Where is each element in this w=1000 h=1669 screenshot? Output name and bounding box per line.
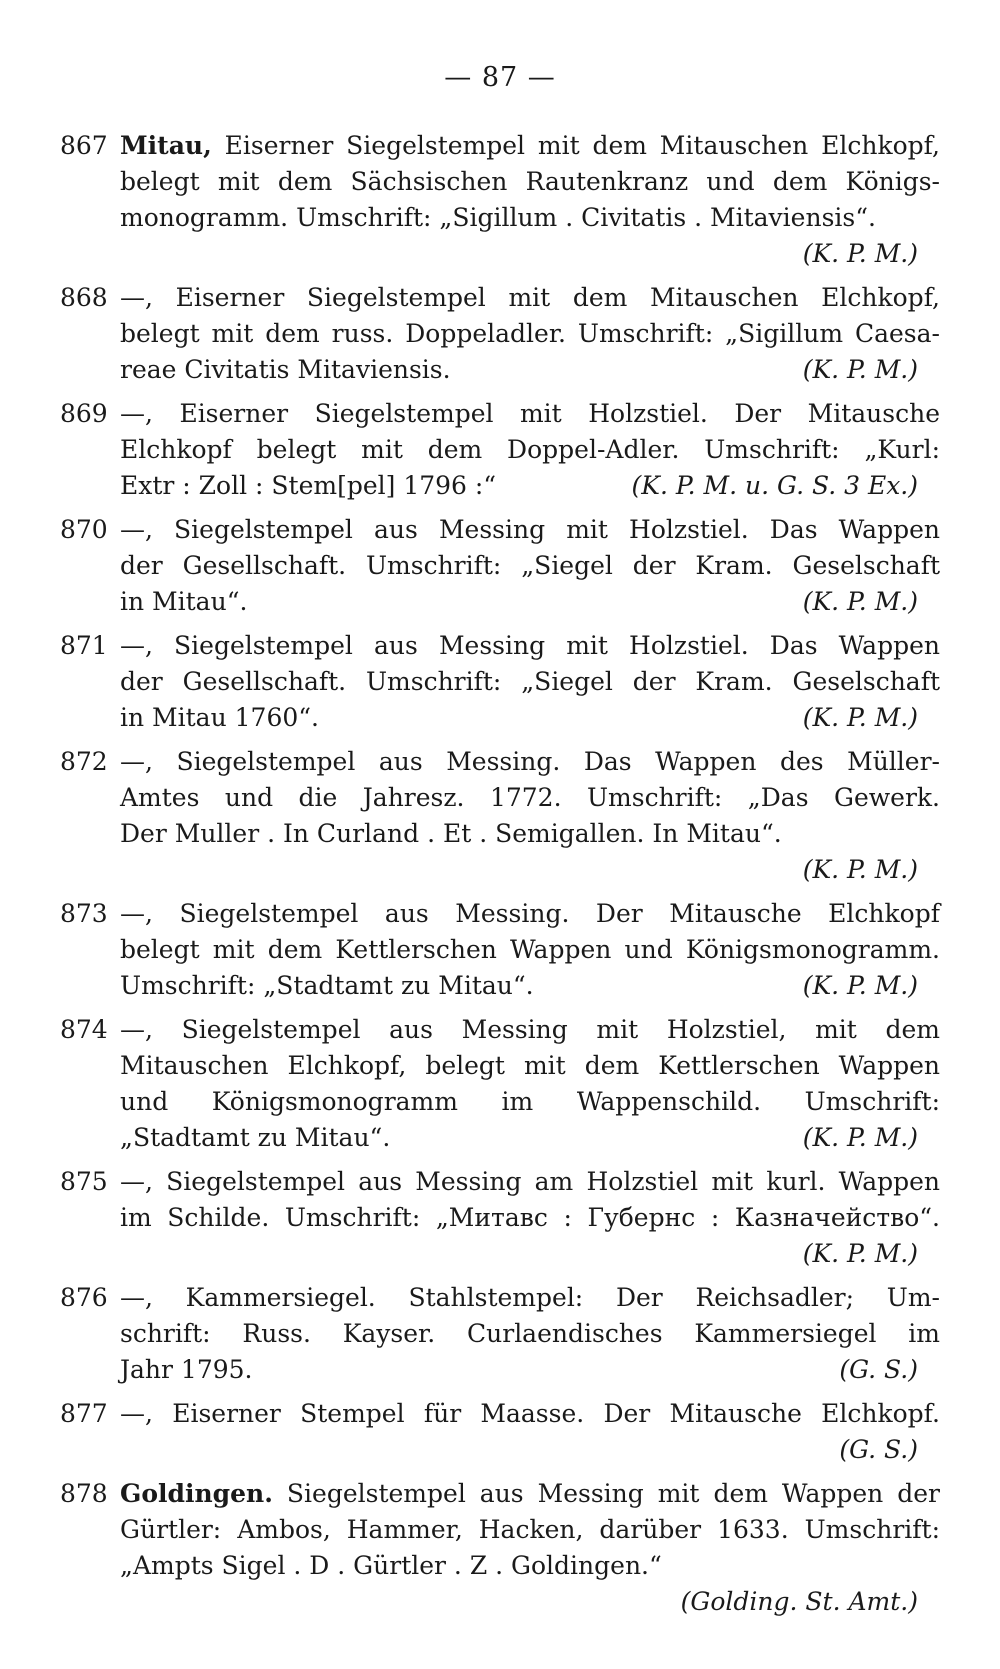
catalog-entries <box>60 128 940 1628</box>
entry-number: 871 <box>60 631 108 660</box>
entry-text: in Mitau 1760“. <box>120 703 319 732</box>
entry-number: 869 <box>60 399 108 428</box>
entry-text-line <box>60 468 940 504</box>
entry-text-line: Gürtler: Ambos, Hammer, Hacken, darüber 1633. Umschrift: <box>120 1515 940 1544</box>
catalog-entry <box>60 1012 940 1156</box>
entry-text-line: Mitauschen Elchkopf, belegt mit dem Kettlerschen Wappen <box>120 1051 940 1080</box>
entry-text-line: —, Eiserner Siegelstempel mit dem Mitauschen Elchkopf, <box>120 283 940 312</box>
place-name: Mitau, <box>120 131 212 160</box>
catalog-entry <box>60 1476 940 1620</box>
entry-text: reae Civitatis Mitaviensis. <box>120 355 451 384</box>
entry-text-line: und Königsmonogramm im Wappenschild. Umschrift: <box>120 1087 940 1116</box>
catalog-entry <box>60 1280 940 1388</box>
entry-text-line: belegt mit dem Kettlerschen Wappen und Königsmonogramm. <box>120 935 940 964</box>
entry-number: 872 <box>60 747 108 776</box>
entry-text-line: —, Siegelstempel aus Messing mit Holzstiel. Das Wappen <box>120 515 940 544</box>
entry-source: (K. P. M.) <box>802 855 918 884</box>
catalog-entry <box>60 396 940 504</box>
entry-text: Extr : Zoll : Stem[pel] 1796 :“ <box>120 471 497 500</box>
entry-number: 867 <box>60 131 108 160</box>
catalog-entry <box>60 128 940 272</box>
catalog-entry <box>60 512 940 620</box>
entry-text: Jahr 1795. <box>120 1355 253 1384</box>
entry-text-line: —, Kammersiegel. Stahlstempel: Der Reichsadler; Um- <box>120 1283 940 1312</box>
entry-text-line: —, Eiserner Siegelstempel mit Holzstiel. Der Mitausche <box>120 399 940 428</box>
entry-text: Siegelstempel aus Messing mit dem Wappen der <box>272 1479 940 1508</box>
entry-text-line: monogramm. Umschrift: „Sigillum . Civitatis . Mitaviensis“. <box>120 203 876 232</box>
entry-text-line <box>60 1120 940 1156</box>
entry-source: (G. S.) <box>839 1435 918 1464</box>
entry-text: Eiserner Siegelstempel mit dem Mitauschen Elchkopf, <box>211 131 940 160</box>
entry-text-line: —, Siegelstempel aus Messing. Das Wappen des Müller- <box>120 747 940 776</box>
entry-source: (K. P. M. u. G. S. 3 Ex.) <box>631 471 918 500</box>
entry-text-line: —, Eiserner Stempel für Maasse. Der Mitausche Elchkopf. <box>120 1399 940 1428</box>
catalog-entry <box>60 896 940 1004</box>
entry-text: „Stadtamt zu Mitau“. <box>120 1123 391 1152</box>
entry-text-line: —, Siegelstempel aus Messing mit Holzstiel, mit dem <box>120 1015 940 1044</box>
entry-source: (K. P. M.) <box>802 971 918 1000</box>
entry-source: (K. P. M.) <box>802 587 918 616</box>
entry-text-line <box>60 352 940 388</box>
entry-text-line: schrift: Russ. Kayser. Curlaendisches Kammersiegel im <box>120 1319 940 1348</box>
entry-text-line: „Ampts Sigel . D . Gürtler . Z . Goldingen.“ <box>120 1551 662 1580</box>
entry-text-line <box>60 1352 940 1388</box>
catalog-entry <box>60 628 940 736</box>
entry-text-line: Der Muller . In Curland . Et . Semigallen. In Mitau“. <box>120 819 782 848</box>
entry-source: (K. P. M.) <box>802 239 918 268</box>
entry-source: (G. S.) <box>839 1355 918 1384</box>
entry-source: (K. P. M.) <box>802 355 918 384</box>
entry-text-line <box>60 128 940 164</box>
entry-text-line <box>60 968 940 1004</box>
entry-number: 868 <box>60 283 108 312</box>
entry-number: 870 <box>60 515 108 544</box>
entry-text-line <box>60 700 940 736</box>
entry-text-line: Elchkopf belegt mit dem Doppel-Adler. Umschrift: „Kurl: <box>120 435 940 464</box>
catalog-entry <box>60 1396 940 1468</box>
catalog-entry <box>60 280 940 388</box>
entry-text-line: der Gesellschaft. Umschrift: „Siegel der Kram. Geselschaft <box>120 667 940 696</box>
entry-text-line <box>60 584 940 620</box>
entry-source: (K. P. M.) <box>802 1239 918 1268</box>
entry-number: 877 <box>60 1399 108 1428</box>
entry-source: (Golding. St. Amt.) <box>680 1587 918 1616</box>
page-number: — 87 — <box>444 62 556 93</box>
entry-text-line: belegt mit dem russ. Doppeladler. Umschrift: „Sigillum Caesa- <box>120 319 940 348</box>
catalog-entry <box>60 1164 940 1272</box>
place-name: Goldingen. <box>120 1479 273 1508</box>
entry-number: 878 <box>60 1479 108 1508</box>
entry-text: in Mitau“. <box>120 587 248 616</box>
entry-text-line: —, Siegelstempel aus Messing am Holzstiel mit kurl. Wappen <box>120 1167 940 1196</box>
entry-text-line: belegt mit dem Sächsischen Rautenkranz und dem Königs- <box>120 167 940 196</box>
entry-text-line: Amtes und die Jahresz. 1772. Umschrift: „Das Gewerk. <box>120 783 940 812</box>
entry-text-line: —, Siegelstempel aus Messing. Der Mitausche Elchkopf <box>120 899 940 928</box>
entry-number: 874 <box>60 1015 108 1044</box>
entry-number: 875 <box>60 1167 108 1196</box>
entry-source: (K. P. M.) <box>802 703 918 732</box>
entry-text-line: im Schilde. Umschrift: „Митавс : Губернс : Казначейство“. <box>120 1203 940 1232</box>
entry-text: Umschrift: „Stadtamt zu Mitau“. <box>120 971 534 1000</box>
entry-text-line <box>60 1476 940 1512</box>
entry-number: 873 <box>60 899 108 928</box>
entry-text-line: —, Siegelstempel aus Messing mit Holzstiel. Das Wappen <box>120 631 940 660</box>
entry-source: (K. P. M.) <box>802 1123 918 1152</box>
catalog-entry <box>60 744 940 888</box>
entry-text-line: der Gesellschaft. Umschrift: „Siegel der Kram. Geselschaft <box>120 551 940 580</box>
entry-number: 876 <box>60 1283 108 1312</box>
